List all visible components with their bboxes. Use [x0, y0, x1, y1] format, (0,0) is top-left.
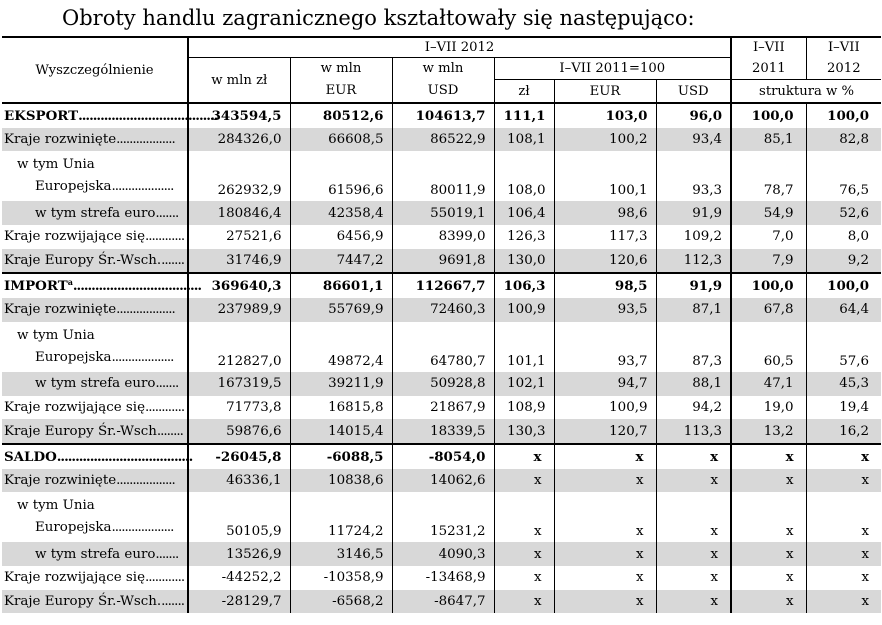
table-cell: -8054,0: [392, 444, 494, 469]
table-cell: x: [731, 566, 806, 590]
table-cell: 66608,5: [290, 128, 392, 152]
table-cell: 21867,9: [392, 396, 494, 420]
table-cell: 59876,6: [188, 419, 290, 444]
table-row: [2, 566, 881, 590]
table-cell: x: [731, 444, 806, 469]
header-index-usd: USD: [656, 80, 731, 103]
table-cell: 126,3: [494, 225, 554, 249]
table-cell: x: [731, 492, 806, 542]
row-label: Kraje rozwijające się............: [4, 399, 185, 415]
table-row: [2, 419, 881, 444]
table-cell: 13,2: [731, 419, 806, 444]
table-cell: 76,5: [806, 151, 881, 201]
header-mln-zl: w mln zł: [188, 58, 290, 104]
header-description: Wyszczególnienie: [2, 37, 188, 103]
table-cell: x: [806, 469, 881, 493]
table-cell: 130,3: [494, 419, 554, 444]
table-cell: x: [494, 444, 554, 469]
row-label: Kraje Europy Śr.-Wsch........: [2, 419, 188, 444]
table-cell: 109,2: [656, 225, 731, 249]
table-cell: 46336,1: [188, 469, 290, 493]
page-title: Obroty handlu zagranicznego kształtowały się następująco:: [62, 6, 695, 30]
table-cell: 104613,7: [392, 103, 494, 128]
table-cell: x: [554, 444, 656, 469]
row-label: w tym strefa euro.......: [2, 542, 188, 566]
table-cell: -28129,7: [188, 590, 290, 614]
table-cell: 102,1: [494, 372, 554, 396]
table-cell: 88,1: [656, 372, 731, 396]
table-cell: 100,0: [806, 103, 881, 128]
table-cell: 100,1: [554, 151, 656, 201]
table-cell: 100,9: [494, 298, 554, 322]
table-cell: 7447,2: [290, 249, 392, 274]
table-row: [2, 469, 881, 493]
table-cell: x: [656, 469, 731, 493]
table-cell: -10358,9: [290, 566, 392, 590]
table-row: [2, 249, 881, 274]
table-row: [2, 273, 881, 298]
table-cell: 103,0: [554, 103, 656, 128]
table-cell: 64780,7: [392, 322, 494, 372]
table-cell: 130,0: [494, 249, 554, 274]
header-2012-line1: I–VII: [806, 37, 881, 58]
table-row: [2, 103, 881, 128]
table-cell: 54,9: [731, 201, 806, 225]
table-cell: 16,2: [806, 419, 881, 444]
row-label: SALDO.....................................: [2, 444, 188, 469]
table-cell: 86522,9: [392, 128, 494, 152]
table-cell: 120,6: [554, 249, 656, 274]
table-cell: 14015,4: [290, 419, 392, 444]
table-cell: 55769,9: [290, 298, 392, 322]
table-row: [2, 322, 881, 372]
row-label: EKSPORT......................................: [2, 103, 188, 128]
header-period: I–VII 2012: [188, 37, 731, 58]
row-label: w tym Unia Europejska...................: [17, 327, 174, 365]
header-index-group: I–VII 2011=100: [494, 58, 731, 80]
table-row: [2, 298, 881, 322]
table-cell: 9,2: [806, 249, 881, 274]
row-label: Kraje Europy Śr.-Wsch........: [2, 249, 188, 274]
table-cell: 98,5: [554, 273, 656, 298]
table-cell: 67,8: [731, 298, 806, 322]
table-cell: 60,5: [731, 322, 806, 372]
table-cell: 343594,5: [188, 103, 290, 128]
header-2011-line1: I–VII: [731, 37, 806, 58]
row-label: w tym Unia Europejska...................: [17, 157, 174, 195]
table-cell: x: [554, 566, 656, 590]
table-cell: -8647,7: [392, 590, 494, 614]
table-cell: 284326,0: [188, 128, 290, 152]
table-cell: 14062,6: [392, 469, 494, 493]
table-cell: 120,7: [554, 419, 656, 444]
header-index-zl: zł: [494, 80, 554, 103]
table-cell: -6088,5: [290, 444, 392, 469]
row-label: Kraje rozwijające się............: [4, 229, 185, 245]
row-label: Kraje rozwijające się............: [4, 570, 185, 586]
table-cell: 15231,2: [392, 492, 494, 542]
table-cell: x: [494, 492, 554, 542]
table-cell: x: [806, 542, 881, 566]
table-cell: x: [806, 492, 881, 542]
table-row: [2, 128, 881, 152]
table-cell: 9691,8: [392, 249, 494, 274]
table-cell: x: [494, 590, 554, 614]
table-cell: 96,0: [656, 103, 731, 128]
table-cell: 93,3: [656, 151, 731, 201]
header-structure: struktura w %: [731, 80, 881, 103]
table-cell: 82,8: [806, 128, 881, 152]
table-cell: 108,0: [494, 151, 554, 201]
table-cell: 47,1: [731, 372, 806, 396]
table-cell: -13468,9: [392, 566, 494, 590]
table-cell: 91,9: [656, 273, 731, 298]
table-cell: 64,4: [806, 298, 881, 322]
table-cell: 93,7: [554, 322, 656, 372]
table-cell: x: [731, 469, 806, 493]
table-cell: 4090,3: [392, 542, 494, 566]
table-cell: 108,9: [494, 396, 554, 420]
table-cell: 106,4: [494, 201, 554, 225]
table-cell: 112667,7: [392, 273, 494, 298]
table-body: [2, 103, 881, 613]
table-cell: x: [656, 566, 731, 590]
table-cell: x: [731, 542, 806, 566]
table-cell: 52,6: [806, 201, 881, 225]
table-cell: 45,3: [806, 372, 881, 396]
table-cell: x: [806, 444, 881, 469]
table-cell: 6456,9: [290, 225, 392, 249]
table-cell: 80011,9: [392, 151, 494, 201]
table-cell: 50105,9: [188, 492, 290, 542]
table-cell: x: [806, 566, 881, 590]
table-cell: 93,4: [656, 128, 731, 152]
table-cell: x: [554, 469, 656, 493]
table-cell: 112,3: [656, 249, 731, 274]
table-cell: 167319,5: [188, 372, 290, 396]
table-cell: x: [494, 469, 554, 493]
table-row: [2, 542, 881, 566]
table-cell: 16815,8: [290, 396, 392, 420]
row-label: Kraje rozwinięte..................: [2, 128, 188, 152]
table-cell: 10838,6: [290, 469, 392, 493]
table-cell: 106,3: [494, 273, 554, 298]
table-cell: 80512,6: [290, 103, 392, 128]
table-cell: 11724,2: [290, 492, 392, 542]
table-cell: 212827,0: [188, 322, 290, 372]
table-cell: 237989,9: [188, 298, 290, 322]
table-cell: 42358,4: [290, 201, 392, 225]
table-cell: 100,0: [731, 273, 806, 298]
table-cell: 98,6: [554, 201, 656, 225]
table-row: [2, 201, 881, 225]
table-cell: 50928,8: [392, 372, 494, 396]
header-index-eur: EUR: [554, 80, 656, 103]
table-cell: x: [656, 542, 731, 566]
table-cell: 27521,6: [188, 225, 290, 249]
table-cell: x: [554, 542, 656, 566]
row-label: Kraje rozwinięte..................: [2, 298, 188, 322]
header-2011-line2: 2011: [731, 58, 806, 80]
table-cell: 100,0: [731, 103, 806, 128]
table-cell: 8,0: [806, 225, 881, 249]
row-label: Kraje rozwinięte..................: [2, 469, 188, 493]
table-cell: x: [554, 590, 656, 614]
table-cell: 85,1: [731, 128, 806, 152]
table-cell: 39211,9: [290, 372, 392, 396]
table-row: [2, 492, 881, 542]
table-cell: 87,1: [656, 298, 731, 322]
table-row: [2, 225, 881, 249]
table-cell: 94,7: [554, 372, 656, 396]
table-cell: 71773,8: [188, 396, 290, 420]
row-label: w tym Unia Europejska...................: [17, 498, 174, 536]
table-row: [2, 396, 881, 420]
header-mln-usd: w mln USD: [392, 58, 494, 104]
table-cell: 101,1: [494, 322, 554, 372]
table-cell: 19,0: [731, 396, 806, 420]
table-cell: x: [806, 590, 881, 614]
table-cell: x: [656, 590, 731, 614]
table-row: [2, 590, 881, 614]
row-label: IMPORT$^a$...................................: [2, 273, 188, 298]
table-cell: 111,1: [494, 103, 554, 128]
row-label: w tym strefa euro.......: [2, 201, 188, 225]
table-cell: x: [731, 590, 806, 614]
table-cell: x: [656, 444, 731, 469]
table-cell: 93,5: [554, 298, 656, 322]
table-cell: 18339,5: [392, 419, 494, 444]
table-row: [2, 372, 881, 396]
row-label: w tym strefa euro.......: [2, 372, 188, 396]
table-cell: 3146,5: [290, 542, 392, 566]
table-cell: 262932,9: [188, 151, 290, 201]
table-cell: x: [656, 492, 731, 542]
table-cell: 369640,3: [188, 273, 290, 298]
table-cell: 100,2: [554, 128, 656, 152]
table-cell: 78,7: [731, 151, 806, 201]
header-mln-eur: w mln EUR: [290, 58, 392, 104]
table-cell: 55019,1: [392, 201, 494, 225]
table-cell: 117,3: [554, 225, 656, 249]
table-cell: x: [494, 542, 554, 566]
table-row: [2, 151, 881, 201]
table-cell: -26045,8: [188, 444, 290, 469]
table-cell: -6568,2: [290, 590, 392, 614]
table-cell: 108,1: [494, 128, 554, 152]
table-cell: 7,0: [731, 225, 806, 249]
table-cell: 7,9: [731, 249, 806, 274]
table-cell: 100,0: [806, 273, 881, 298]
table-cell: x: [494, 566, 554, 590]
table-cell: 180846,4: [188, 201, 290, 225]
table-row: [2, 444, 881, 469]
table-cell: 113,3: [656, 419, 731, 444]
table-cell: 87,3: [656, 322, 731, 372]
table-cell: 31746,9: [188, 249, 290, 274]
table-cell: 94,2: [656, 396, 731, 420]
table-cell: 57,6: [806, 322, 881, 372]
trade-table: [2, 36, 881, 613]
table-cell: 91,9: [656, 201, 731, 225]
row-label: Kraje Europy Śr.-Wsch........: [2, 590, 188, 614]
table-cell: 13526,9: [188, 542, 290, 566]
table-cell: 72460,3: [392, 298, 494, 322]
table-cell: -44252,2: [188, 566, 290, 590]
table-cell: 86601,1: [290, 273, 392, 298]
table-cell: 8399,0: [392, 225, 494, 249]
table-cell: x: [554, 492, 656, 542]
table-cell: 49872,4: [290, 322, 392, 372]
table-cell: 19,4: [806, 396, 881, 420]
header-2012-line2: 2012: [806, 58, 881, 80]
table-cell: 100,9: [554, 396, 656, 420]
table-cell: 61596,6: [290, 151, 392, 201]
